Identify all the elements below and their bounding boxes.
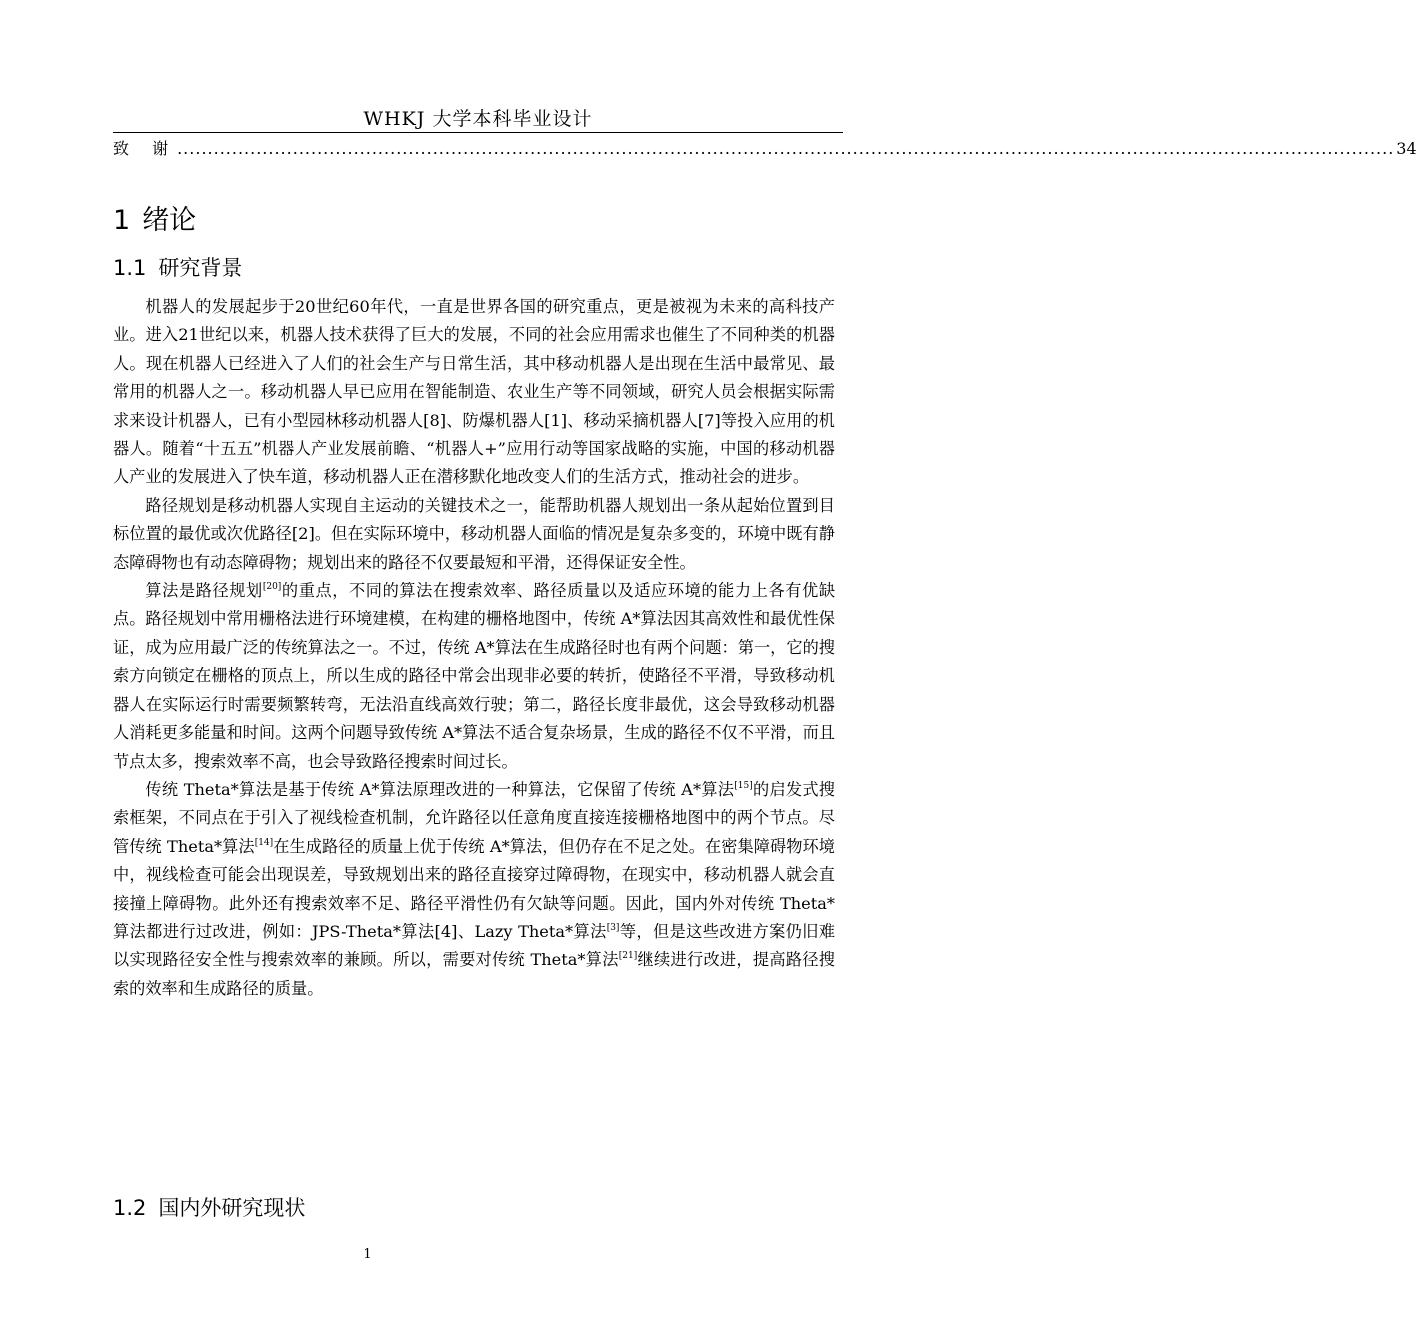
paragraph-3 [113, 577, 835, 776]
page-number: 1 [363, 1247, 372, 1262]
citation-superscript: [3] [606, 922, 620, 933]
paragraph-text: 的重点，不同的算法在搜索效率、路径质量以及适应环境的能力上各有优缺点。路径规划中常用栅格法进行环境建模，在构建的栅格地图中，传统 A*算法因其高效性和最优性保证，成为应用最广泛的传统算法之一。不过，传统 A*算法在生成路径时也有两个问题：第一，它的搜索方向锁定在栅格的顶点上，所以生成的路径中常会出现非必要的转折，使路径不平滑，导致移动机器人在实际运行时需要频繁转弯，无法沿直线高效行驶；第二，路径长度非最优，这会导致移动机器人消耗更多能量和时间。这两个问题导致传统 A*算法不适合复杂场景，生成的路径不仅不平滑，而且节点太多，搜索效率不高，也会导致路径搜索时间过长。 [113, 581, 836, 771]
section-heading-1-2 [113, 1192, 305, 1222]
paragraph-4 [113, 776, 835, 1003]
page-header-title: WHKJ 大学本科毕业设计 [363, 108, 593, 130]
citation-superscript: [14] [254, 837, 274, 848]
paragraph-text: 等，但是这些改进方案仍旧难以实现路径安全性与搜索效率的兼顾。所以，需要对传统 Theta*算法 [113, 921, 836, 970]
toc-entry-acknowledgements [113, 136, 1417, 160]
section-heading-1-1 [113, 252, 242, 282]
paragraph-text: 的启发式搜索框架，不同点在于引入了视线检查机制，允许路径以任意角度直接连接栅格地图中的两个节点。尽管传统 Theta*算法 [113, 779, 835, 856]
citation-superscript: [15] [734, 780, 753, 791]
citation-superscript: [20] [262, 582, 282, 593]
section-number: 1.2 [113, 1196, 147, 1220]
paragraph-1: 机器人的发展起步于20世纪60年代，一直是世界各国的研究重点，更是被视为未来的高科技产业。进入21世纪以来，机器人技术获得了巨大的发展，不同的社会应用需求也催生了不同种类的机器人。现在机器人已经进入了人们的社会生产与日常生活，其中移动机器人是出现在生活中最常见、最常用的机器人之一。移动机器人早已应用在智能制造、农业生产等不同领域，研究人员会根据实际需求来设计机器人，已有小型园林移动机器人[8]、防爆机器人[1]、移动采摘机器人[7]等投入应用的机器人。随着“十五五”机器人产业发展前瞻、“机器人+”应用行动等国家战略的实施，中国的移动机器人产业的发展进入了快车道，移动机器人正在潜移默化地改变人们的生活方式，推动社会的进步。 [113, 297, 835, 487]
paragraph-text: 算法是路径规划 [145, 581, 263, 601]
toc-entry-page: 34 [1396, 139, 1417, 158]
toc-leader-dots: ........................................................................................................................................................................................................ [177, 139, 1395, 158]
section-body [113, 293, 835, 1003]
header-rule [113, 132, 843, 133]
section-title: 研究背景 [158, 256, 243, 280]
chapter-title: 绪论 [142, 205, 197, 236]
chapter-heading [113, 198, 196, 237]
paragraph-2: 路径规划是移动机器人实现自主运动的关键技术之一，能帮助机器人规划出一条从起始位置到目标位置的最优或次优路径[2]。但在实际环境中，移动机器人面临的情况是复杂多变的，环境中既有静态障碍物也有动态障碍物；规划出来的路径不仅要最短和平滑，还得保证安全性。 [113, 495, 835, 572]
section-number: 1.1 [113, 256, 147, 280]
paragraph-text: 在生成路径的质量上优于传统 A*算法，但仍存在不足之处。在密集障碍物环境中，视线检查可能会出现误差，导致规划出来的路径直接穿过障碍物，在现实中，移动机器人就会直接撞上障碍物。此外还有搜索效率不足、路径平滑性仍有欠缺等问题。因此，国内外对传统 Theta*算法都进行过改进，例如：JPS-Theta*算法[4]、Lazy Theta*算法 [113, 836, 835, 941]
section-title: 国内外研究现状 [158, 1196, 306, 1220]
toc-entry-label: 致 谢 [113, 139, 178, 158]
paragraph-text: 传统 Theta*算法是基于传统 A*算法原理改进的一种算法，它保留了传统 A*算法 [145, 779, 735, 799]
chapter-number: 1 [113, 205, 131, 236]
citation-superscript: [21] [618, 951, 638, 962]
paragraph-text: 继续进行改进，提高路径搜索的效率和生成路径的质量。 [113, 950, 835, 998]
